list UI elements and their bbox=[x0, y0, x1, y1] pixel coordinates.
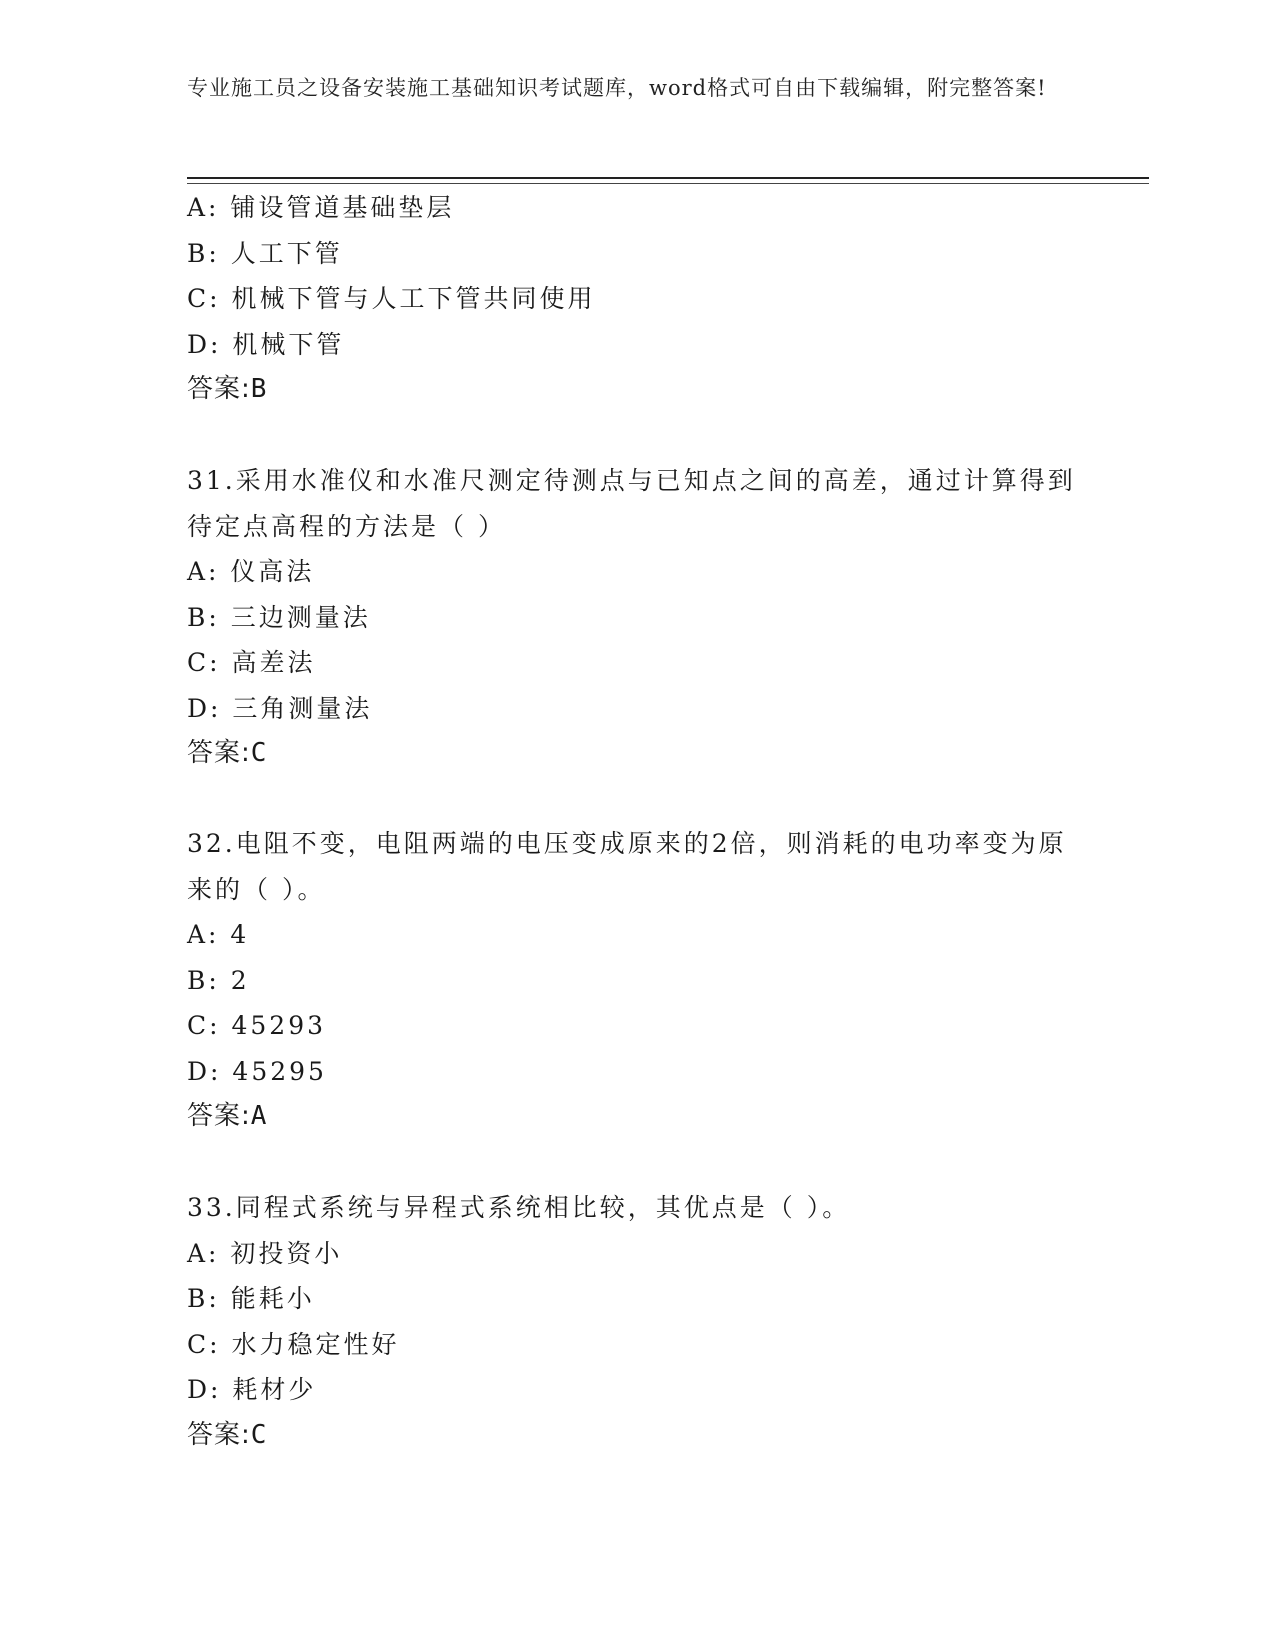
option-a: A: 初投资小 bbox=[187, 1238, 343, 1268]
document-header: 专业施工员之设备安装施工基础知识考试题库，word格式可自由下载编辑，附完整答案! bbox=[187, 76, 1047, 100]
answer-value: C bbox=[250, 738, 268, 768]
option-d: D: 三角测量法 bbox=[187, 693, 373, 723]
question-33 bbox=[187, 1185, 1087, 1458]
option-a: A: 仪高法 bbox=[187, 557, 315, 586]
option-c: C: 45293 bbox=[187, 1011, 327, 1040]
answer-label: 答案: bbox=[187, 738, 251, 768]
answer-value: C bbox=[250, 1419, 268, 1450]
option-c: C: 机械下管与人工下管共同使用 bbox=[187, 284, 596, 313]
option-d: D: 45295 bbox=[187, 1056, 327, 1086]
question-30 bbox=[187, 185, 1087, 413]
option-c: C: 高差法 bbox=[187, 648, 316, 677]
option-b: B: 2 bbox=[187, 965, 250, 995]
option-a: A: 铺设管道基础垫层 bbox=[187, 193, 455, 222]
answer-line bbox=[187, 731, 1087, 777]
answer-value: B bbox=[250, 374, 268, 404]
answer-label: 答案: bbox=[187, 1101, 251, 1131]
answer-line bbox=[187, 1413, 1087, 1459]
option-b: B: 人工下管 bbox=[187, 238, 343, 268]
header-rule-thick bbox=[187, 177, 1149, 179]
option-c: C: 水力稳定性好 bbox=[187, 1329, 400, 1359]
header-rule-thin bbox=[187, 183, 1149, 184]
question-31 bbox=[187, 458, 1087, 777]
answer-label: 答案: bbox=[187, 1419, 251, 1450]
question-stem: 33.同程式系统与异程式系统相比较，其优点是（ ）。 bbox=[187, 1193, 851, 1222]
question-32 bbox=[187, 821, 1087, 1140]
answer-line bbox=[187, 367, 1087, 413]
answer-value: A bbox=[250, 1101, 268, 1131]
option-d: D: 机械下管 bbox=[187, 329, 345, 359]
option-d: D: 耗材少 bbox=[187, 1375, 317, 1404]
answer-line bbox=[187, 1094, 1087, 1140]
option-a: A: 4 bbox=[187, 920, 250, 949]
question-stem: 32.电阻不变，电阻两端的电压变成原来的2倍，则消耗的电功率变为原来的（ ）。 bbox=[187, 829, 1067, 904]
answer-label: 答案: bbox=[187, 374, 251, 404]
option-b: B: 能耗小 bbox=[187, 1284, 315, 1313]
question-stem: 31.采用水准仪和水准尺测定待测点与已知点之间的高差，通过计算得到待定点高程的方法是（ ） bbox=[187, 466, 1076, 541]
option-b: B: 三边测量法 bbox=[187, 602, 371, 632]
